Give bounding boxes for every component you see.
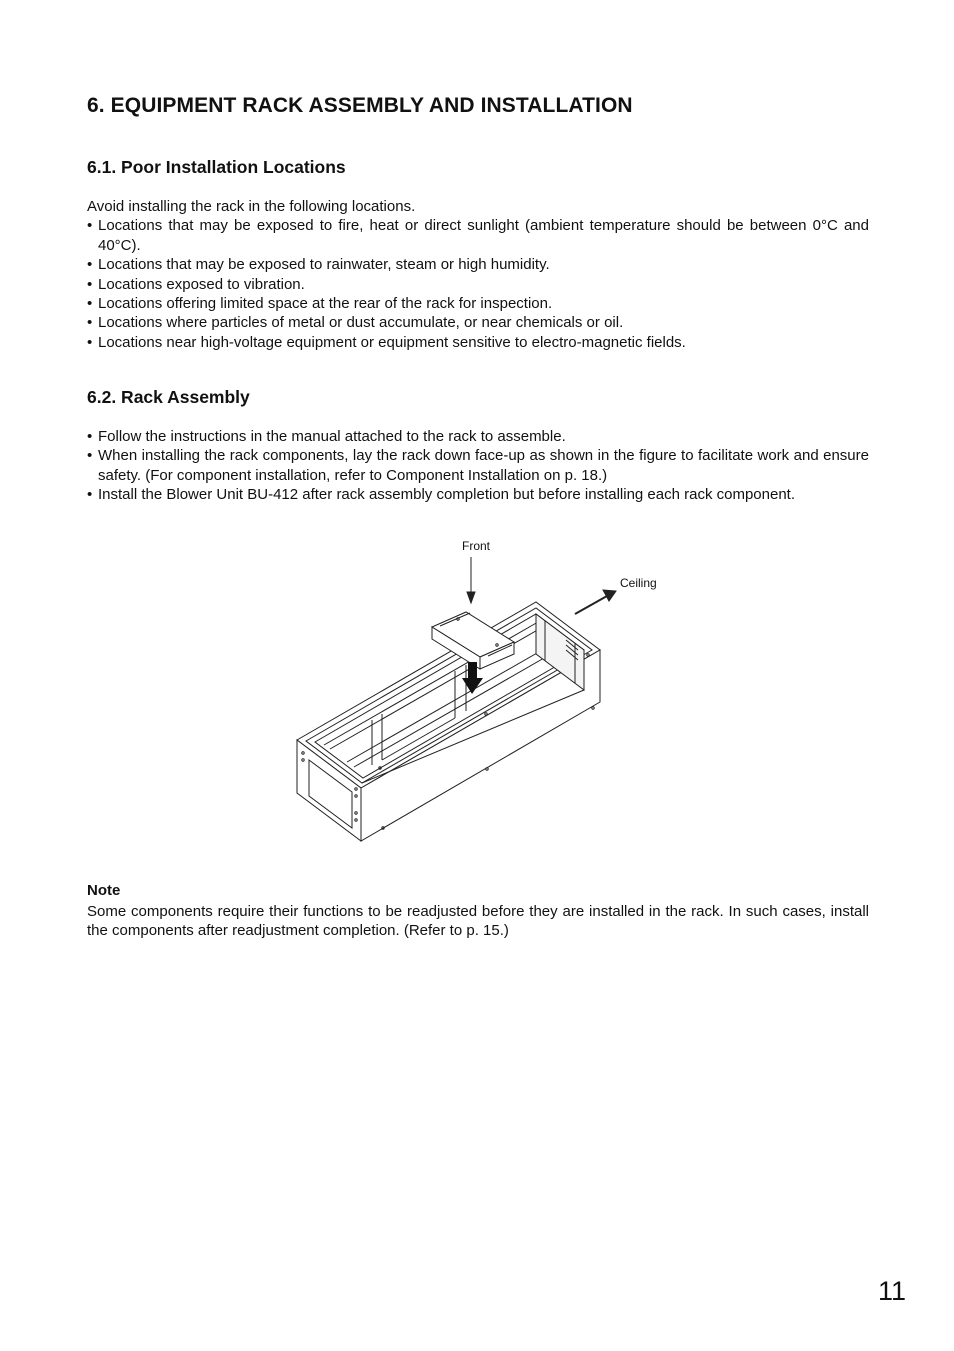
list-item: • When installing the rack components, lay the rack down face-up as shown in the figure to facilitate work and ensure safety. (For component installation, refer to Component Installation on p. 18.) bbox=[87, 446, 869, 485]
list-item: • Locations that may be exposed to rainwater, steam or high humidity. bbox=[87, 255, 869, 274]
poor-locations-heading: 6.1. Poor Installation Locations bbox=[87, 157, 346, 177]
figure-label-front: Front bbox=[462, 539, 491, 553]
list-item: • Locations where particles of metal or dust accumulate, or near chemicals or oil. bbox=[87, 313, 869, 332]
note-title: Note bbox=[87, 882, 121, 899]
page-number: 11 bbox=[878, 1276, 907, 1306]
section-title: 6. EQUIPMENT RACK ASSEMBLY AND INSTALLATION bbox=[87, 94, 633, 117]
rack-assembly-block bbox=[87, 427, 869, 505]
poor-locations-intro: Avoid installing the rack in the following locations. bbox=[87, 198, 416, 215]
rack-assembly-list bbox=[87, 427, 869, 505]
list-item: • Install the Blower Unit BU-412 after rack assembly completion but before installing each rack component. bbox=[87, 485, 869, 504]
list-item: • Follow the instructions in the manual attached to the rack to assemble. bbox=[87, 427, 869, 446]
poor-locations-block bbox=[87, 197, 869, 352]
poor-locations-list bbox=[87, 216, 869, 352]
list-item: • Locations near high-voltage equipment or equipment sensitive to electro-magnetic fields. bbox=[87, 333, 869, 352]
list-item: • Locations exposed to vibration. bbox=[87, 275, 869, 294]
list-item: • Locations offering limited space at the rear of the rack for inspection. bbox=[87, 294, 869, 313]
ceiling-arrow-icon bbox=[575, 590, 616, 614]
front-arrow-icon bbox=[467, 557, 475, 603]
note-body: Some components require their functions to be readjusted before they are installed in the rack. In such cases, install the components after readjustment completion. (Refer to p. 15.) bbox=[87, 903, 869, 940]
list-item: • Locations that may be exposed to fire, heat or direct sunlight (ambient temperature should be between 0°C and 40°C). bbox=[87, 216, 869, 255]
rack-assembly-heading: 6.2. Rack Assembly bbox=[87, 387, 250, 407]
figure-label-ceiling: Ceiling bbox=[620, 576, 657, 590]
rack-assembly-figure bbox=[280, 540, 620, 850]
